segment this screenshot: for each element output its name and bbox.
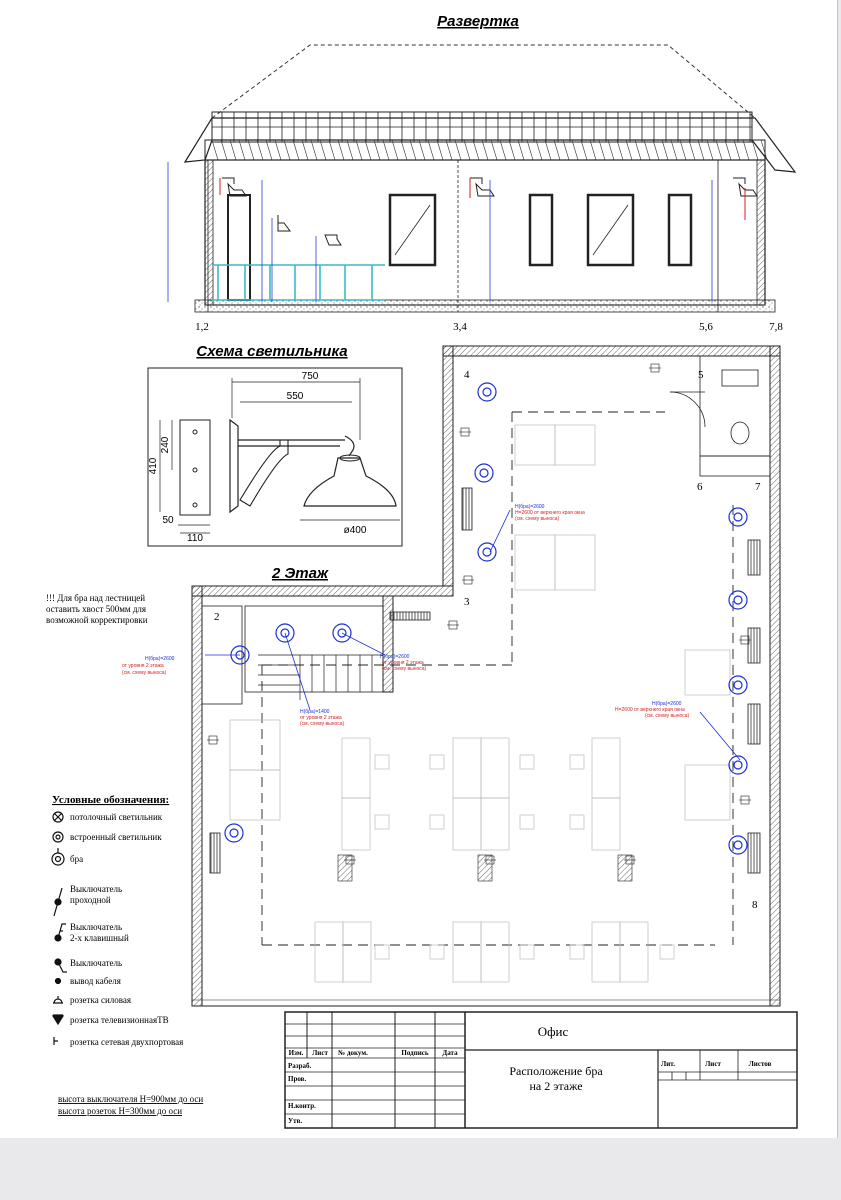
dim-width-total: 750: [301, 371, 319, 382]
elevation-axis-label: 7,8: [769, 321, 783, 333]
sconce-elevation: [222, 178, 757, 245]
dim-height-total: 410: [148, 457, 159, 475]
elevation-axis-label: 5,6: [699, 321, 713, 333]
legend-item-label: розетка сетевая двухпортовая: [70, 1037, 184, 1047]
tb-role: Пров.: [288, 1075, 307, 1083]
legend-item-label: вывод кабеля: [70, 976, 121, 986]
room-number: 2: [214, 611, 220, 623]
switch-height-note: высота выключателя Н=900мм до оси: [58, 1094, 204, 1104]
legend-item-label: Выключатель 2-х клавишный: [70, 922, 129, 943]
sconce-icon: [225, 824, 243, 842]
tb-stage-header: Листов: [748, 1060, 772, 1068]
svg-text:Н=2600 от верхнего края окна: Н=2600 от верхнего края окна: [615, 707, 685, 713]
tb-stage-header: Лит.: [661, 1060, 675, 1068]
fixture-scheme: [148, 343, 402, 546]
stair-note: !!! Для бра над лестницей оставить хвост 500мм для возможной корректировки: [46, 593, 148, 625]
svg-text:от уровня 2 этажа: от уровня 2 этажа: [382, 660, 424, 666]
double-switch-icon: [55, 924, 66, 941]
room-number: 7: [755, 481, 761, 493]
legend-item-label: розетка силовая: [70, 995, 132, 1005]
dim-plate: 110: [187, 533, 203, 544]
floor-plan: [46, 346, 780, 1006]
legend-item-label: потолочный светильник: [70, 812, 163, 822]
elevation-title: Развертка: [437, 13, 519, 30]
dim-shade-diameter: ø400: [343, 525, 367, 536]
svg-text:Н=2600 от верхнего края окна: Н=2600 от верхнего края окна: [515, 510, 585, 516]
dim-offset: 50: [162, 515, 174, 526]
plan-outlets: [207, 364, 751, 881]
legend-item-label: Выключатель: [70, 958, 123, 968]
plan-sconces: [225, 383, 747, 854]
sconce-icon: [729, 756, 747, 774]
sconce-icon: [52, 848, 64, 865]
svg-text:(см. схему выноса): (см. схему выноса): [515, 516, 560, 522]
elevation-wall: [205, 160, 765, 305]
room-number: 6: [697, 481, 703, 493]
recessed-light-icon: [53, 832, 63, 842]
room-number: 5: [698, 369, 704, 381]
stair-railing: [212, 265, 385, 300]
fixture-scheme-title: Схема светильника: [196, 343, 348, 360]
sconce-icon: [729, 836, 747, 854]
legend-item-label: Выключатель проходной: [70, 884, 123, 905]
svg-text:Н(бра)=1400: Н(бра)=1400: [300, 709, 330, 715]
dim-height-mount: 240: [160, 436, 171, 454]
svg-text:(см. схему выноса): (см. схему выноса): [645, 713, 690, 719]
sconce-icon: [729, 676, 747, 694]
door: [228, 195, 250, 300]
svg-text:(см. схему выноса): (см. схему выноса): [382, 666, 427, 672]
project-name: Офис: [537, 1024, 569, 1039]
svg-text:от уровня 2 этажа: от уровня 2 этажа: [300, 715, 342, 721]
pass-switch-icon: [54, 888, 62, 916]
sheet-name: Расположение бра на 2 этаже: [509, 1064, 603, 1093]
socket-height-note: высота розеток Н=300мм до оси: [58, 1106, 183, 1116]
legend-item-label: розетка телевизионнаяТВ: [70, 1015, 169, 1025]
elevation-axis-label: 3,4: [453, 321, 467, 333]
svg-text:от уровня 2 этажа: от уровня 2 этажа: [122, 663, 164, 669]
legend: [52, 794, 183, 1047]
tb-col-header: № докум.: [338, 1049, 368, 1057]
sconce-icon: [478, 383, 496, 401]
tb-stage-header: Лист: [705, 1060, 721, 1068]
tv-socket-icon: [53, 1015, 63, 1024]
room-number: 4: [464, 369, 470, 381]
tb-col-header: Дата: [442, 1049, 458, 1057]
staircase: [258, 655, 383, 700]
window: [530, 195, 552, 265]
sconce-icon: [729, 591, 747, 609]
sconce-icon: [475, 464, 493, 482]
room-number: 3: [464, 596, 470, 608]
svg-text:Н(бра)=2600: Н(бра)=2600: [652, 701, 682, 707]
legend-item-label: бра: [70, 854, 84, 864]
elevation-section: [168, 13, 795, 333]
elevation-axis-label: 1,2: [195, 321, 209, 333]
tb-col-header: Подпись: [401, 1049, 429, 1057]
svg-text:Н(бра)=2600: Н(бра)=2600: [145, 656, 175, 662]
cable-outlet-icon: [56, 979, 61, 984]
ceiling-light-icon: [53, 812, 63, 822]
floor-plan-title: 2 Этаж: [271, 565, 329, 582]
window: [669, 195, 691, 265]
svg-text:(см. схему выноса): (см. схему выноса): [122, 670, 167, 676]
switch-icon: [55, 959, 67, 972]
sconce-icon: [729, 508, 747, 526]
tb-role: Н.контр.: [288, 1102, 316, 1110]
tb-col-header: Изм.: [288, 1049, 304, 1057]
tb-col-header: Лист: [312, 1049, 328, 1057]
room-number: 8: [752, 899, 758, 911]
svg-text:Н(бра)=2600: Н(бра)=2600: [515, 504, 545, 510]
svg-text:(см. схему выноса): (см. схему выноса): [300, 721, 345, 727]
tb-role: Разраб.: [288, 1062, 312, 1070]
legend-item-label: встроенный светильник: [70, 832, 162, 842]
legend-title: Условные обозначения:: [52, 794, 170, 806]
floor-slab: [195, 300, 775, 312]
tb-role: Утв.: [288, 1117, 303, 1125]
power-socket-icon: [53, 996, 63, 1003]
network-socket-icon: [54, 1037, 58, 1045]
svg-text:Н(бра)=2600: Н(бра)=2600: [380, 654, 410, 660]
dim-width-arm: 550: [286, 391, 304, 402]
roof-outline: [212, 45, 755, 118]
